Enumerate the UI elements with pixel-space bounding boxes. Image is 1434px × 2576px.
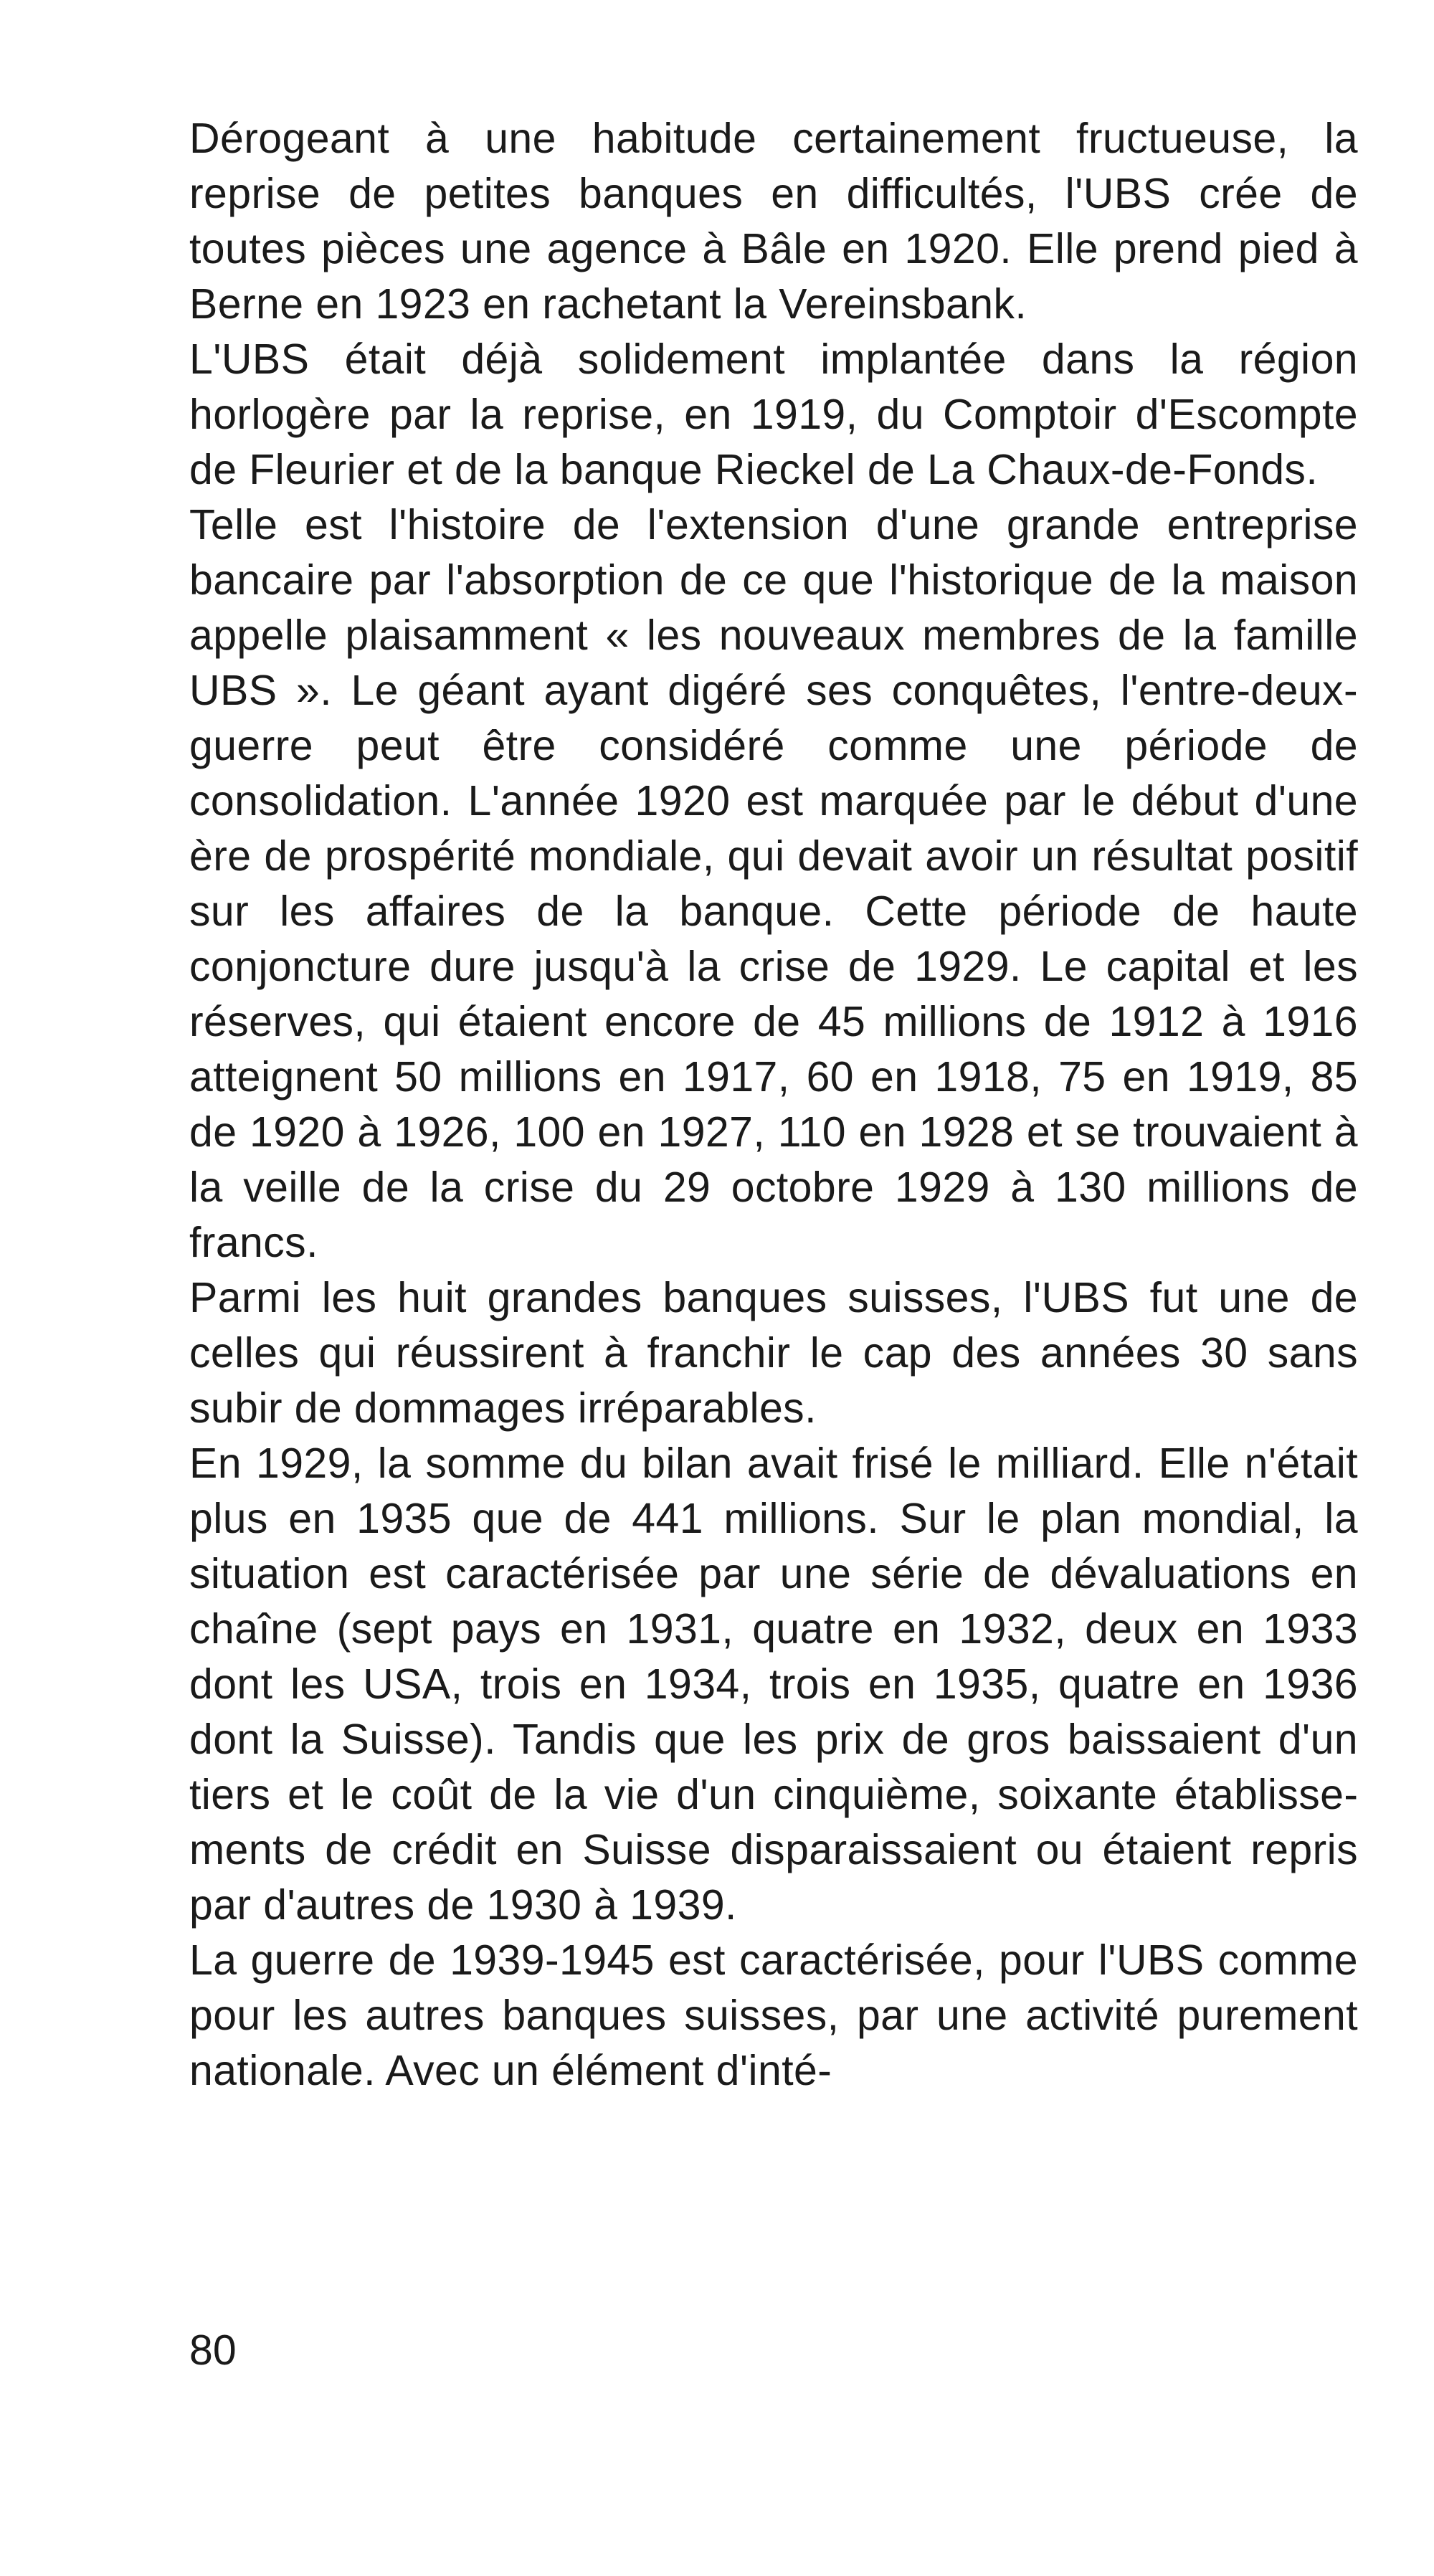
page-number: 80	[189, 2327, 237, 2374]
paragraph-1: Dérogeant à une habitude certainement fructueuse, la reprise de petites banques en difficultés, l'UBS crée de toutes pièces une agence à Bâle en 1920. Elle prend pied à Berne en 1923 en rachetant la Vereinsbank.	[189, 115, 1358, 328]
paragraph-2: L'UBS était déjà solidement implantée dans la région horlogère par la reprise, en 1919, du Comptoir d'Escompte de Fleurier et de la banque Rieckel de La Chaux-de-Fonds.	[189, 336, 1358, 493]
paragraph-5: En 1929, la somme du bilan avait frisé le milliard. Elle n'était plus en 1935 que de 441 millions. Sur le plan mondial, la situation est caractérisée par une série de dévaluations en chaîne (sept pays en 1931, quatre en 1932, deux en 1933 dont les USA, trois en 1934, trois en 1935, quatre en 1936 dont la Suisse). Tandis que les prix de gros baissaient d'un tiers et le coût de la vie d'un cinquième, soixante établissements de crédit en Suisse disparaissaient ou étaient repris par d'autres de 1930 à 1939.	[189, 1440, 1358, 1929]
paragraph-6: La guerre de 1939-1945 est caractérisée, pour l'UBS comme pour les autres banques suisses, par une activité purement nationale. Avec un élément d'inté-	[189, 1936, 1358, 2094]
paragraph-3: Telle est l'histoire de l'extension d'une grande entreprise bancaire par l'absorption de ce que l'historique de la maison appelle plaisamment « les nouveaux membres de la famille UBS ». Le géant ayant digéré ses conquêtes, l'entre-deux-guerre peut être considéré comme une période de consolidation. L'année 1920 est marquée par le début d'une ère de prospérité mondiale, qui devait avoir un résultat positif sur les affaires de la banque. Cette période de haute conjoncture dure jusqu'à la crise de 1929. Le capital et les réserves, qui étaient encore de 45 millions de 1912 à 1916 atteignent 50 millions en 1917, 60 en 1918, 75 en 1919, 85 de 1920 à 1926, 100 en 1927, 110 en 1928 et se trouvaient à la veille de la crise du 29 octobre 1929 à 130 millions de francs.	[189, 501, 1358, 1266]
paragraph-4: Parmi les huit grandes banques suisses, l'UBS fut une de celles qui réussirent à franchir le cap des années 30 sans subir de dommages irréparables.	[189, 1274, 1358, 1432]
body-text	[189, 111, 1358, 2099]
